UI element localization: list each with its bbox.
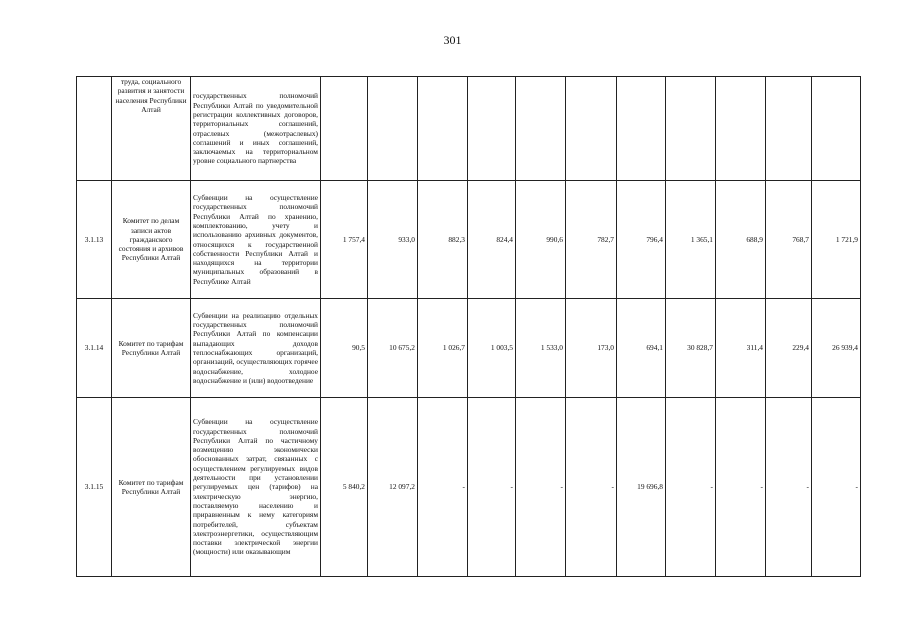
value-cell: 990,6: [516, 181, 566, 299]
description-cell: Субвенции на осуществление государственных полномочий Республики Алтай по частичному возмещению экономически обоснованных затрат, связанных с осуществлением регулируемых видов деятельности при установлении регулируемых цен (тарифов) на электрическую энергию, поставляемую населению и приравненным к нему категориям потребителей, субъектам электроэнергетики, осуществляющим поставки электрической энергии (мощности) или оказывающим: [191, 398, 321, 577]
value-cell: [666, 77, 716, 181]
value-cell: 1 757,4: [321, 181, 368, 299]
value-cell: -: [418, 398, 468, 577]
value-cell: 824,4: [468, 181, 516, 299]
description-cell: государственных полномочий Республики Алтай по уведомительной регистрации коллективных договоров, территориальных соглашений, отраслевых (межотраслевых) соглашений и иных соглашений, заключаемых на территориальном уровне социального партнерства: [191, 77, 321, 181]
value-cell: [716, 77, 766, 181]
value-cell: [418, 77, 468, 181]
value-cell: 1 533,0: [516, 299, 566, 398]
value-cell: 311,4: [716, 299, 766, 398]
value-cell: [468, 77, 516, 181]
value-cell: 688,9: [716, 181, 766, 299]
value-cell: -: [716, 398, 766, 577]
value-cell: 882,3: [418, 181, 468, 299]
value-cell: 1 026,7: [418, 299, 468, 398]
value-cell: 1 003,5: [468, 299, 516, 398]
row-index: [77, 77, 112, 181]
value-cell: [516, 77, 566, 181]
organization-cell: Комитет по тарифам Республики Алтай: [112, 398, 191, 577]
value-cell: 5 840,2: [321, 398, 368, 577]
value-cell: 19 696,8: [617, 398, 666, 577]
value-cell: 782,7: [566, 181, 617, 299]
value-cell: 173,0: [566, 299, 617, 398]
value-cell: [321, 77, 368, 181]
page-number: 301: [443, 33, 462, 47]
description-cell: Субвенции на реализацию отдельных государственных полномочий Республики Алтай по компенсации выпадающих доходов теплоснабжающих организаций, организаций, осуществляющих горячее водоснабжение, холодное водоснабжение и (или) водоотведение: [191, 299, 321, 398]
value-cell: 1 721,9: [812, 181, 861, 299]
value-cell: 694,1: [617, 299, 666, 398]
organization-cell: Комитет по тарифам Республики Алтай: [112, 299, 191, 398]
value-cell: -: [812, 398, 861, 577]
value-cell: [617, 77, 666, 181]
value-cell: 933,0: [368, 181, 418, 299]
table-row: [77, 299, 861, 398]
value-cell: 12 097,2: [368, 398, 418, 577]
table-row: [77, 77, 861, 181]
value-cell: -: [566, 398, 617, 577]
value-cell: [812, 77, 861, 181]
value-cell: [566, 77, 617, 181]
value-cell: [766, 77, 812, 181]
value-cell: -: [766, 398, 812, 577]
description-cell: Субвенции на осуществление государственных полномочий Республики Алтай по хранению, комплектованию, учету и использованию архивных документов, относящихся к государственной собственности Республики Алтай и находящихся на территории муниципальных образований в Республике Алтай: [191, 181, 321, 299]
value-cell: 796,4: [617, 181, 666, 299]
value-cell: [368, 77, 418, 181]
value-cell: 229,4: [766, 299, 812, 398]
value-cell: -: [666, 398, 716, 577]
value-cell: -: [516, 398, 566, 577]
table-row: [77, 398, 861, 577]
value-cell: 1 365,1: [666, 181, 716, 299]
value-cell: 26 939,4: [812, 299, 861, 398]
value-cell: 768,7: [766, 181, 812, 299]
value-cell: 90,5: [321, 299, 368, 398]
row-index: 3.1.14: [77, 299, 112, 398]
organization-cell: труда, социального развития и занятости населения Республики Алтай: [112, 77, 191, 181]
value-cell: 10 675,2: [368, 299, 418, 398]
organization-cell: Комитет по делам записи актов гражданского состояния и архивов Республики Алтай: [112, 181, 191, 299]
table-row: [77, 181, 861, 299]
value-cell: -: [468, 398, 516, 577]
row-index: 3.1.15: [77, 398, 112, 577]
value-cell: 30 828,7: [666, 299, 716, 398]
row-index: 3.1.13: [77, 181, 112, 299]
subvention-table: [76, 76, 861, 577]
